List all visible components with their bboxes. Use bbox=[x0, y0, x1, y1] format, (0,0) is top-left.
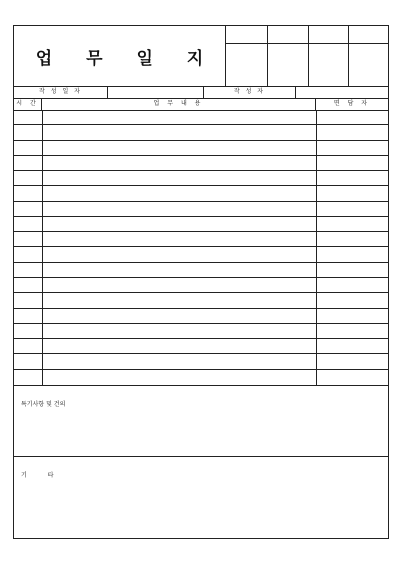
table-row[interactable] bbox=[14, 248, 388, 263]
table-row[interactable] bbox=[14, 309, 388, 324]
other-label: 기 타 bbox=[21, 472, 54, 479]
table-row[interactable] bbox=[14, 156, 388, 171]
approval-cell-4[interactable] bbox=[349, 26, 388, 86]
title-row bbox=[14, 26, 388, 87]
content-header: 업 무 내 용 bbox=[42, 98, 316, 110]
table-row[interactable] bbox=[14, 171, 388, 186]
table-row[interactable] bbox=[14, 217, 388, 232]
table-row[interactable] bbox=[14, 202, 388, 217]
approval-box bbox=[225, 26, 388, 86]
table-row[interactable] bbox=[14, 370, 388, 385]
author-label: 작 성 자 bbox=[204, 86, 296, 98]
table-row[interactable] bbox=[14, 186, 388, 201]
author-field[interactable] bbox=[296, 86, 388, 98]
table-row[interactable] bbox=[14, 324, 388, 339]
table-row[interactable] bbox=[14, 125, 388, 140]
table-row[interactable] bbox=[14, 278, 388, 293]
other-section[interactable] bbox=[14, 457, 388, 538]
work-log-form bbox=[13, 25, 389, 539]
table-row[interactable] bbox=[14, 232, 388, 247]
approval-cell-2[interactable] bbox=[268, 26, 309, 86]
work-log-table bbox=[14, 110, 388, 385]
notes-section[interactable] bbox=[14, 385, 388, 457]
table-row[interactable] bbox=[14, 339, 388, 354]
time-header: 시 간 bbox=[14, 98, 42, 110]
interviewer-header: 면 담 자 bbox=[333, 100, 371, 107]
approval-cell-3[interactable] bbox=[309, 26, 349, 86]
table-row[interactable] bbox=[14, 141, 388, 156]
table-row[interactable] bbox=[14, 293, 388, 308]
table-row[interactable] bbox=[14, 354, 388, 369]
date-label: 작 성 일 자 bbox=[14, 86, 108, 98]
notes-label: 특기사항 및 건의 bbox=[21, 401, 66, 408]
table-row[interactable] bbox=[14, 263, 388, 278]
table-row[interactable] bbox=[14, 110, 388, 125]
approval-cell-1[interactable] bbox=[225, 26, 268, 86]
date-field[interactable] bbox=[108, 86, 204, 98]
page-title: 업 무 일 지 bbox=[14, 26, 226, 86]
